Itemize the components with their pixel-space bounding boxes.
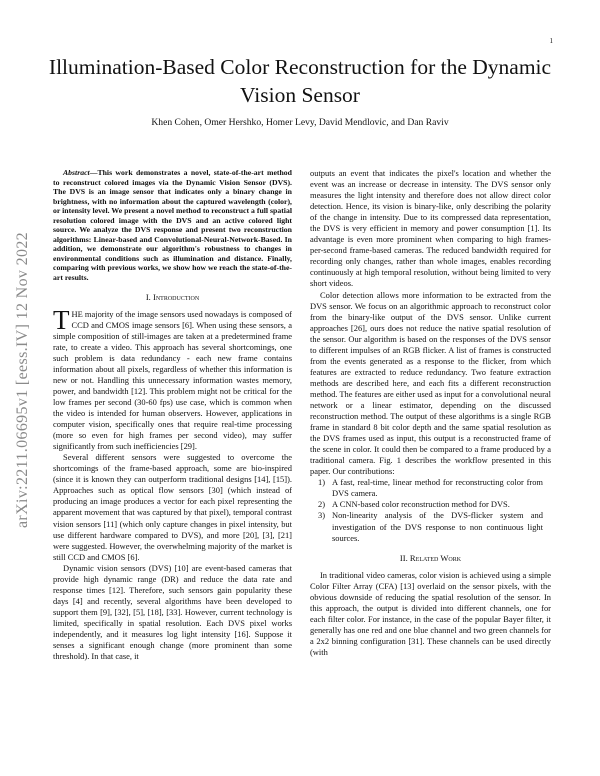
contributions-list [310, 477, 551, 543]
drop-cap: T [53, 304, 70, 335]
right-column [310, 168, 551, 658]
abstract-text: —This work demonstrates a novel, state-of-the-art method to reconstruct colored images via the Dynamic Vision Sensor (DVS). The DVS is an image sensor that indicates only a binary change in brightness, with no information about the captured wavelength (color), or intensity level. We present a novel method to reconstruct a full spatial resolution colored image with the DVS and an active colored light source. We analyze the DVS response and present two reconstruction algorithms: Linear-based and Convolutional-Neural-Network-Based. In addition, we demonstrate our algorithm's robustness to changes in environmental conditions such as illumination and distance. Finally, comparing with previous works, we show how we reach the state-of-the-art results. [53, 168, 292, 283]
related-work-paragraph-1: In traditional video cameras, color vision is achieved using a simple Color Filter Array (CFA) [13] overlaid on the sensor pixels, with the obvious downside of reducing the spatial resolution of the sensor. In this approach, the output is divided into different channels, one for each filter color. For instance, in the case of the popular Bayer filter, it generally has one red and one blue channel and two green channels for a 2x2 binning configuration [31]. These channels can be used directly (with [310, 569, 551, 657]
intro-paragraph-5: Color detection allows more information to be extracted from the DVS sensor. We focus on an algorithmic approach to reconstruct color from the binary-like output of the DVS sensor. Unlike current approaches [26], ours does not reduce the native spatial resolution of the sensor. Our algorithm is based on the responses of the DVS sensor to different impulses of an RGB flicker. A list of frames is constructed from the events generated as a response to the flicker, from which features are extracted to reduce redundancy. Two feature extraction methods are described here, and each fits a different reconstruction method. The features are either used as input for a convolutional neural network or a linear estimator, depending on the discussed reconstruction method. The output of these algorithms is a single RGB frame in standard 8 bit color depth and the same spatial resolution as the DVS frames used as input, this output is a reconstructed frame of the scene in color. It could then be compared to a frame produced by a traditional camera. Fig. 1 describes the workflow presented in this paper. Our contributions: [310, 289, 551, 477]
paper-title: Illumination-Based Color Reconstruction for the Dynamic Vision Sensor [48, 55, 552, 107]
contribution-item [310, 477, 551, 499]
intro-paragraph-1-text: HE majority of the image sensors used nowadays is composed of CCD and CMOS image sensors [6]. When using these sensors, a simple composition of still-images are taken at a predetermined frame rate, to create a video. This approach has several shortcomings, one such problem is data redundancy - each new frame contains information about all pixels, regardless of whether this information is new or not. Handling this unnecessary information wastes memory, power, and bandwidth [12]. This problem might not be critical for the low frames per second (30-60 fps) use case, which is common when the video is intended for human observers. However, applications in computer vision, specifically ones that require real-time processing (more so even for high frames per second video), may suffer significantly from such inefficiencies [29]. [53, 308, 292, 452]
left-column [53, 168, 292, 662]
author-list: Khen Cohen, Omer Hershko, Homer Levy, David Mendlovic, and Dan Raviv [151, 117, 449, 128]
abstract-label: Abstract [63, 168, 90, 177]
contribution-text: Non-linearity analysis of the DVS-flicker system and investigation of the DVS response to non continuous light sources. [332, 510, 543, 543]
contribution-text: A fast, real-time, linear method for reconstructing color from DVS camera. [332, 477, 543, 499]
intro-paragraph-4: outputs an event that indicates the pixel's location and whether the event was an increase or decrease in intensity. The DVS sensor only measures the light intensity and therefore does not allow direct color detection. Hence, its vision is binary-like, only describing the polarity of the change in intensity. Due to its compressed data representation, the DVS is very efficient in memory and power consumption [1]. Its advantage is even more prominent when comparing to high frames-per-second frame-based cameras. The reduced bandwidth required for recording only changes, rather than whole images, enables recording continuously at high temporal resolution, without being limited to very short videos. [310, 168, 551, 289]
page-number: 1 [549, 37, 553, 45]
contribution-item [310, 510, 551, 543]
contribution-number: 3) [318, 510, 326, 521]
abstract [53, 168, 292, 283]
intro-paragraph-3: Dynamic vision sensors (DVS) [10] are event-based cameras that provide high dynamic range (DR) and reduce the data rate and response times [12]. Therefore, such sensors gain popularity these days [4] and recently, several algorithms have been developed to support them [9], [32], [5], [18], [33]. However, current technology is limited, specifically in spatial resolution. Each DVS pixel works independently, and it measures log light intensity [16]. Suppose it senses a significant enough change (more prominent than some threshold). In that case, it [53, 562, 292, 662]
contribution-number: 2) [318, 499, 326, 510]
contribution-text: A CNN-based color reconstruction method for DVS. [332, 499, 510, 510]
section-heading-related-work: II. Related Work [399, 552, 462, 563]
intro-paragraph-1 [53, 304, 292, 453]
section-heading-introduction: I. Introduction [145, 291, 200, 302]
contribution-number: 1) [318, 477, 326, 488]
intro-paragraph-2: Several different sensors were suggested to overcome the shortcomings of the frame-based approach, some are bio-inspired (since it is known they can outperform traditional designs [14], [15]). Approaches such as optical flow sensors [30] (which instead of producing an image produces a vector for each pixel representing the apparent movement that was captured by that pixel), temporal contrast vision sensors [11] (which only capture changes in pixel intensity, but use different hardware compared to DVS), and more [20], [3], [21] were suggested. However, the overwhelming majority of the market is still CCD and CMOS [6]. [53, 452, 292, 562]
arxiv-identifier: arXiv:2211.06695v1 [eess.IV] 12 Nov 2022 [14, 231, 31, 529]
arxiv-stamp [14, 205, 32, 555]
contribution-item [310, 499, 551, 510]
